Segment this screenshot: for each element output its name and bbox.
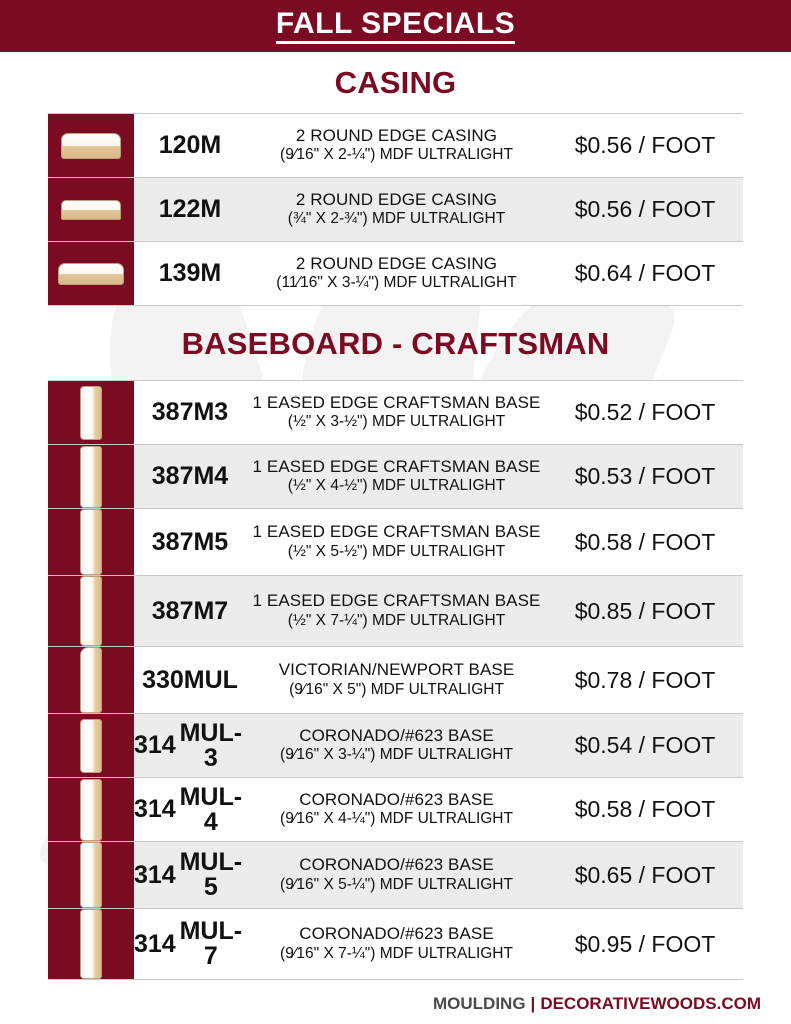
description-main: VICTORIAN/NEWPORT BASE bbox=[278, 660, 515, 680]
footer-separator: | bbox=[530, 994, 536, 1013]
product-price: $0.54 / FOOT bbox=[547, 714, 743, 777]
section-title-baseboard: BASEBOARD - CRAFTSMAN bbox=[181, 326, 610, 361]
product-price: $0.65 / FOOT bbox=[547, 842, 743, 908]
profile-image-cell bbox=[48, 114, 134, 177]
profile-image-cell bbox=[48, 842, 134, 908]
description-dimensions: (9⁄16" X 3-¼") MDF ULTRALIGHT bbox=[280, 746, 513, 764]
baseboard-profile-icon bbox=[80, 509, 102, 575]
profile-image-cell bbox=[48, 242, 134, 305]
description-dimensions: (9⁄16" X 2-¼") MDF ULTRALIGHT bbox=[280, 146, 513, 164]
baseboard-profile-icon bbox=[80, 719, 102, 773]
footer-category: MOULDING bbox=[433, 994, 526, 1013]
product-price: $0.52 / FOOT bbox=[547, 381, 743, 444]
product-description-cell bbox=[246, 242, 547, 305]
table-row[interactable] bbox=[48, 714, 743, 778]
product-description-cell bbox=[246, 778, 547, 841]
product-price: $0.53 / FOOT bbox=[547, 445, 743, 508]
product-code: 387M3 bbox=[134, 381, 246, 444]
description-main: 1 EASED EDGE CRAFTSMAN BASE bbox=[252, 392, 541, 412]
description-main: 2 ROUND EDGE CASING bbox=[295, 189, 498, 209]
product-code-line1: 314 bbox=[134, 731, 176, 759]
product-price: $0.95 / FOOT bbox=[547, 909, 743, 979]
table-row[interactable] bbox=[48, 381, 743, 445]
profile-image-cell bbox=[48, 178, 134, 241]
baseboard-profile-icon bbox=[80, 446, 102, 508]
product-description-cell bbox=[246, 381, 547, 444]
casing-profile-icon bbox=[61, 133, 121, 159]
profile-image-cell bbox=[48, 509, 134, 575]
table-row[interactable] bbox=[48, 114, 743, 178]
product-code-line2: MUL-7 bbox=[179, 917, 243, 970]
description-dimensions: (½" X 4-½") MDF ULTRALIGHT bbox=[287, 477, 506, 495]
profile-image-cell bbox=[48, 778, 134, 841]
product-code-line2: MUL-5 bbox=[179, 848, 243, 901]
product-code: 139M bbox=[134, 242, 246, 305]
profile-image-cell bbox=[48, 714, 134, 777]
product-code-line1: 330 bbox=[142, 665, 184, 694]
casing-profile-icon bbox=[58, 263, 124, 285]
table-row[interactable] bbox=[48, 445, 743, 509]
header-banner bbox=[0, 0, 791, 52]
table-row[interactable] bbox=[48, 842, 743, 909]
description-main: 1 EASED EDGE CRAFTSMAN BASE bbox=[252, 591, 541, 611]
profile-image-cell bbox=[48, 647, 134, 713]
description-main: CORONADO/#623 BASE bbox=[299, 855, 494, 875]
description-main: 2 ROUND EDGE CASING bbox=[295, 253, 498, 273]
description-dimensions: (¾" X 2-¾") MDF ULTRALIGHT bbox=[287, 210, 506, 228]
description-main: CORONADO/#623 BASE bbox=[299, 725, 494, 745]
product-description-cell bbox=[246, 509, 547, 575]
product-price: $0.64 / FOOT bbox=[547, 242, 743, 305]
table-row[interactable] bbox=[48, 509, 743, 576]
profile-image-cell bbox=[48, 381, 134, 444]
product-price: $0.56 / FOOT bbox=[547, 114, 743, 177]
baseboard-profile-icon bbox=[80, 779, 102, 841]
description-dimensions: (9⁄16" X 7-¼") MDF ULTRALIGHT bbox=[280, 944, 513, 962]
description-main: CORONADO/#623 BASE bbox=[299, 924, 494, 944]
table-row[interactable] bbox=[48, 647, 743, 714]
description-main: CORONADO/#623 BASE bbox=[299, 789, 494, 809]
table-row[interactable] bbox=[48, 778, 743, 842]
product-code bbox=[134, 647, 246, 713]
product-description-cell bbox=[246, 445, 547, 508]
casing-profile-icon bbox=[61, 200, 121, 220]
footer bbox=[0, 984, 791, 1024]
product-code-line1: 314 bbox=[134, 860, 176, 889]
casing-table bbox=[48, 113, 743, 306]
baseboard-profile-icon bbox=[80, 647, 102, 713]
table-row[interactable] bbox=[48, 909, 743, 980]
product-code: 387M5 bbox=[134, 509, 246, 575]
product-price: $0.58 / FOOT bbox=[547, 509, 743, 575]
baseboard-profile-icon bbox=[80, 842, 102, 908]
description-main: 1 EASED EDGE CRAFTSMAN BASE bbox=[252, 522, 541, 542]
baseboard-table bbox=[48, 380, 743, 980]
description-main: 1 EASED EDGE CRAFTSMAN BASE bbox=[252, 456, 541, 476]
product-description-cell bbox=[246, 909, 547, 979]
product-description-cell bbox=[246, 114, 547, 177]
product-code-line2: MUL-3 bbox=[179, 718, 243, 772]
product-price: $0.85 / FOOT bbox=[547, 576, 743, 646]
baseboard-profile-icon bbox=[80, 386, 102, 440]
product-code: 387M7 bbox=[134, 576, 246, 646]
footer-website[interactable]: DECORATIVEWOODS.COM bbox=[540, 994, 761, 1013]
table-row[interactable] bbox=[48, 178, 743, 242]
product-code-line1: 314 bbox=[134, 929, 176, 958]
product-price: $0.78 / FOOT bbox=[547, 647, 743, 713]
baseboard-profile-icon bbox=[80, 576, 102, 646]
product-code bbox=[134, 842, 246, 908]
profile-image-cell bbox=[48, 576, 134, 646]
product-code: 120M bbox=[134, 114, 246, 177]
product-code: 387M4 bbox=[134, 445, 246, 508]
product-description-cell bbox=[246, 714, 547, 777]
baseboard-profile-icon bbox=[80, 909, 102, 979]
description-dimensions: (9⁄16" X 4-¼") MDF ULTRALIGHT bbox=[280, 810, 513, 828]
product-description-cell bbox=[246, 647, 547, 713]
product-code bbox=[134, 778, 246, 841]
description-dimensions: (9⁄16" X 5") MDF ULTRALIGHT bbox=[289, 680, 504, 698]
product-code-line1: 314 bbox=[134, 795, 176, 823]
section-title-casing: CASING bbox=[334, 65, 457, 100]
table-row[interactable] bbox=[48, 576, 743, 647]
product-description-cell bbox=[246, 842, 547, 908]
table-row[interactable] bbox=[48, 242, 743, 306]
product-description-cell bbox=[246, 178, 547, 241]
description-dimensions: (11⁄16" X 3-¼") MDF ULTRALIGHT bbox=[276, 274, 517, 292]
product-price: $0.58 / FOOT bbox=[547, 778, 743, 841]
description-dimensions: (9⁄16" X 5-¼") MDF ULTRALIGHT bbox=[280, 875, 513, 893]
product-price: $0.56 / FOOT bbox=[547, 178, 743, 241]
description-dimensions: (½" X 7-¼") MDF ULTRALIGHT bbox=[287, 611, 506, 629]
description-main: 2 ROUND EDGE CASING bbox=[295, 125, 498, 145]
description-dimensions: (½" X 5-½") MDF ULTRALIGHT bbox=[287, 542, 506, 560]
product-code bbox=[134, 714, 246, 777]
product-code-line2: MUL bbox=[183, 665, 238, 694]
page-title: FALL SPECIALS bbox=[276, 8, 515, 45]
product-code: 122M bbox=[134, 178, 246, 241]
profile-image-cell bbox=[48, 909, 134, 979]
product-code-line2: MUL-4 bbox=[179, 782, 243, 836]
product-code bbox=[134, 909, 246, 979]
profile-image-cell bbox=[48, 445, 134, 508]
product-description-cell bbox=[246, 576, 547, 646]
description-dimensions: (½" X 3-½") MDF ULTRALIGHT bbox=[287, 413, 506, 431]
